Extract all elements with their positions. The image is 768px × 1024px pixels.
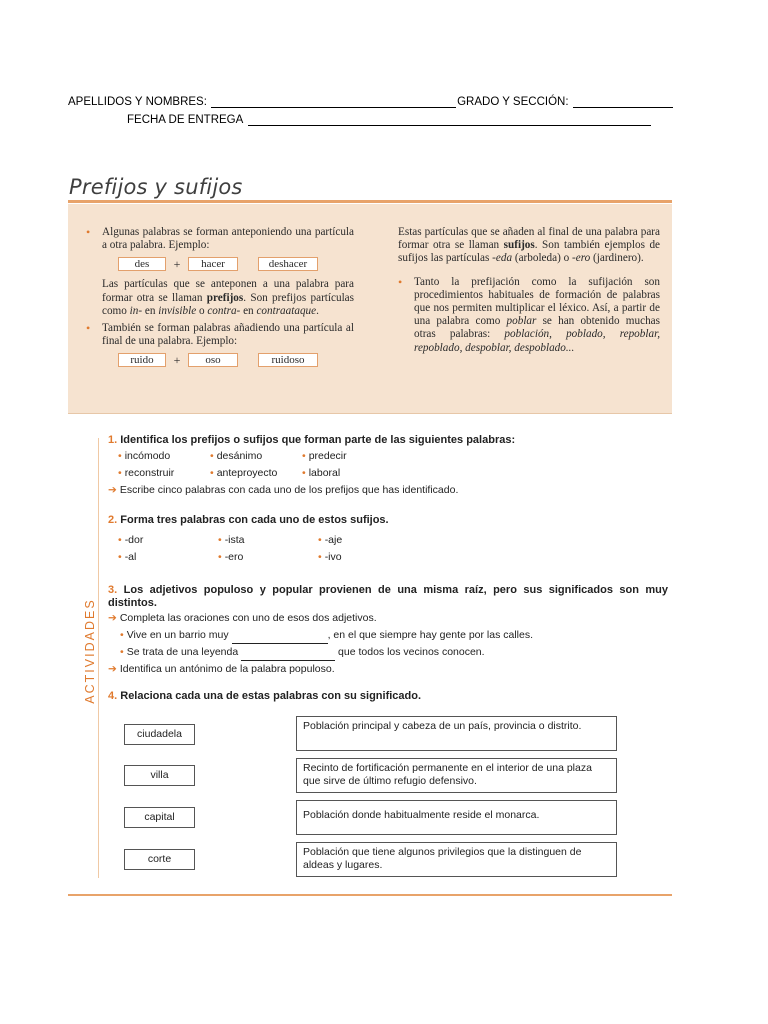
date-label: FECHA DE ENTREGA bbox=[127, 114, 244, 126]
match-word-capital[interactable]: capital bbox=[124, 807, 195, 828]
activity-text: Identifica los prefijos o sufijos que forman parte de las siguientes palabras: bbox=[120, 434, 516, 446]
bullet-icon: • bbox=[302, 450, 306, 462]
example-box: oso bbox=[188, 353, 238, 367]
side-label-text: ACTIVIDADES bbox=[83, 598, 97, 704]
example-box: ruidoso bbox=[258, 353, 318, 367]
example-box: ruido bbox=[118, 353, 166, 367]
fill-sentence-2 bbox=[120, 644, 668, 661]
word-item bbox=[118, 465, 210, 482]
sentence-text: Vive en un barrio muy bbox=[126, 629, 229, 641]
theory-bullet-3 bbox=[398, 276, 660, 355]
arrow-icon: ➔ bbox=[108, 663, 117, 675]
theory-text: se han obtenido muchas otras palabras: bbox=[414, 315, 660, 341]
match-meaning-3[interactable]: Población donde habitualmente reside el monarca. bbox=[296, 800, 617, 835]
theory-paragraph-prefijos bbox=[86, 278, 354, 318]
theory-text: . bbox=[316, 304, 319, 317]
activity-2 bbox=[108, 514, 668, 566]
task-text: Identifica un antónimo de la palabra populoso. bbox=[119, 663, 335, 675]
example-term: contraataque bbox=[256, 304, 317, 317]
bullet-icon: • bbox=[118, 551, 122, 563]
example-box: des bbox=[118, 257, 166, 271]
suffix: -ero bbox=[224, 551, 244, 563]
match-word-villa[interactable]: villa bbox=[124, 765, 195, 786]
bullet-icon: • bbox=[86, 225, 91, 239]
task-text: Completa las oraciones con uno de esos dos adjetivos. bbox=[119, 612, 377, 624]
task-text: Escribe cinco palabras con cada uno de los prefijos que has identificado. bbox=[119, 484, 459, 496]
theory-bullet-1 bbox=[86, 226, 354, 252]
theory-text: o bbox=[196, 304, 208, 317]
page-title: Prefijos y sufijos bbox=[69, 175, 243, 199]
title-rule bbox=[68, 200, 672, 203]
arrow-icon: ➔ bbox=[108, 484, 117, 496]
activity-text: Forma tres palabras con cada uno de estos sufijos. bbox=[120, 514, 389, 526]
activity-3 bbox=[108, 584, 668, 678]
word: laboral bbox=[308, 467, 341, 479]
example-term: poblar bbox=[506, 315, 537, 328]
bullet-icon: • bbox=[218, 534, 222, 546]
student-header-line-2 bbox=[127, 114, 652, 126]
activity-number: 1. bbox=[108, 434, 118, 446]
activity-task bbox=[108, 661, 668, 678]
bullet-icon: • bbox=[118, 450, 122, 462]
theory-text: en bbox=[240, 304, 257, 317]
example-term: contra- bbox=[207, 304, 241, 317]
grade-label: GRADO Y SECCIÓN: bbox=[457, 96, 569, 108]
word-item bbox=[302, 465, 394, 482]
plus-sign: + bbox=[173, 256, 181, 271]
activity-heading bbox=[108, 584, 668, 610]
theory-right-column bbox=[398, 226, 660, 359]
theory-left-column bbox=[86, 226, 354, 374]
match-word-corte[interactable]: corte bbox=[124, 849, 195, 870]
term-prefijos: prefijos bbox=[206, 291, 244, 304]
word-row bbox=[118, 448, 668, 465]
activity-number: 2. bbox=[108, 514, 118, 526]
example-term: -eda bbox=[492, 252, 513, 265]
suffix: -dor bbox=[124, 534, 144, 546]
student-header-line-1 bbox=[68, 96, 674, 108]
theory-text: Tanto la prefijación como la sufijación son procedimientos habituales de formación de palabras que nos permiten multiplicar el léxico. Así, a partir de una palabra como bbox=[414, 275, 660, 328]
theory-box bbox=[68, 204, 672, 414]
suffix-item bbox=[118, 549, 218, 566]
bullet-icon: • bbox=[210, 467, 214, 479]
suffix-item bbox=[118, 532, 218, 549]
theory-paragraph-sufijos bbox=[398, 226, 660, 266]
answer-blank[interactable] bbox=[241, 651, 335, 661]
word: predecir bbox=[308, 450, 347, 462]
example-term: in- bbox=[129, 304, 143, 317]
example-term: invisible bbox=[158, 304, 197, 317]
theory-text: . Son también ejemplos de sufijos las partículas bbox=[398, 239, 660, 265]
answer-blank[interactable] bbox=[232, 634, 328, 644]
theory-text: en bbox=[142, 304, 159, 317]
suffix-row bbox=[118, 532, 668, 549]
worksheet bbox=[68, 170, 672, 900]
suffix-item bbox=[318, 549, 418, 566]
activities-section bbox=[68, 418, 672, 896]
example-suffix bbox=[118, 353, 354, 367]
suffix: -ivo bbox=[324, 551, 342, 563]
word-item bbox=[210, 448, 302, 465]
bullet-icon: • bbox=[302, 467, 306, 479]
theory-text: Las partículas que se anteponen a una palabra para formar otra se llaman bbox=[102, 278, 354, 304]
theory-text: Algunas palabras se forman anteponiendo una partícula a otra palabra. Ejemplo: bbox=[102, 226, 354, 252]
suffix: -al bbox=[124, 551, 137, 563]
suffix-item bbox=[318, 532, 418, 549]
bottom-rule bbox=[68, 894, 672, 896]
word-item bbox=[210, 465, 302, 482]
theory-text: . Son prefijos partículas como bbox=[102, 291, 355, 317]
names-blank[interactable] bbox=[211, 97, 456, 108]
activities-side-label bbox=[84, 590, 96, 710]
activity-text: Relaciona cada una de estas palabras con su significado. bbox=[120, 690, 422, 702]
activity-text: Los adjetivos populoso y popular provienen de una misma raíz, pero sus significados son muy distintos. bbox=[108, 584, 668, 609]
theory-text: (jardinero). bbox=[590, 252, 644, 265]
bullet-icon: • bbox=[120, 646, 124, 658]
suffix-item bbox=[218, 532, 318, 549]
theory-text: (arboleda) o bbox=[512, 252, 572, 265]
activity-4 bbox=[108, 690, 668, 703]
sentence-text: Se trata de una leyenda bbox=[126, 646, 239, 658]
word: incómodo bbox=[124, 450, 171, 462]
sentence-text: que todos los vecinos conocen. bbox=[338, 646, 485, 658]
word: desánimo bbox=[216, 450, 263, 462]
match-meaning-1[interactable]: Población principal y cabeza de un país, provincia o distrito. bbox=[296, 716, 617, 751]
word-item bbox=[302, 448, 394, 465]
bullet-icon: • bbox=[118, 534, 122, 546]
activity-task bbox=[108, 482, 668, 499]
word: reconstruir bbox=[124, 467, 175, 479]
side-rule bbox=[98, 438, 99, 878]
date-blank[interactable] bbox=[248, 115, 651, 126]
suffix-row bbox=[118, 549, 668, 566]
activity-heading bbox=[108, 434, 668, 447]
activity-heading bbox=[108, 690, 668, 703]
activity-number: 3. bbox=[108, 584, 118, 596]
activity-1 bbox=[108, 434, 668, 499]
sentence-text: , en el que siempre hay gente por las calles. bbox=[327, 629, 534, 641]
match-word-ciudadela[interactable]: ciudadela bbox=[124, 724, 195, 745]
word-row bbox=[118, 465, 668, 482]
arrow-icon: ➔ bbox=[108, 612, 117, 624]
example-box: hacer bbox=[188, 257, 238, 271]
activity-heading bbox=[108, 514, 668, 527]
bullet-icon: • bbox=[118, 467, 122, 479]
example-term: -ero bbox=[572, 252, 591, 265]
bullet-icon: • bbox=[318, 551, 322, 563]
term-sufijos: sufijos bbox=[503, 239, 535, 252]
example-term: población, poblado, repoblar, repoblado, despoblar, despoblado... bbox=[414, 328, 660, 354]
example-prefix bbox=[118, 257, 354, 271]
theory-bullet-2 bbox=[86, 322, 354, 348]
fill-sentence-1 bbox=[120, 627, 668, 644]
activity-task bbox=[108, 610, 668, 627]
bullet-icon: • bbox=[120, 629, 124, 641]
word: anteproyecto bbox=[216, 467, 278, 479]
match-meaning-4[interactable]: Población que tiene algunos privilegios que la distinguen de aldeas y lugares. bbox=[296, 842, 617, 877]
activity-number: 4. bbox=[108, 690, 118, 702]
example-box: deshacer bbox=[258, 257, 318, 271]
theory-text: Estas partículas que se añaden al final de una palabra para formar otra se llaman bbox=[398, 226, 660, 252]
suffix: -aje bbox=[324, 534, 343, 546]
bullet-icon: • bbox=[86, 321, 91, 336]
suffix-item bbox=[218, 549, 318, 566]
bullet-icon: • bbox=[398, 274, 403, 289]
suffix: -ista bbox=[224, 534, 245, 546]
bullet-icon: • bbox=[210, 450, 214, 462]
bullet-icon: • bbox=[218, 551, 222, 563]
theory-text: También se forman palabras añadiendo una partícula al final de una palabra. Ejemplo: bbox=[102, 322, 354, 348]
bullet-icon: • bbox=[318, 534, 322, 546]
word-item bbox=[118, 448, 210, 465]
grade-blank[interactable] bbox=[573, 97, 673, 108]
match-meaning-2[interactable]: Recinto de fortificación permanente en el interior de una plaza que sirve de último refugio defensivo. bbox=[296, 758, 617, 793]
names-label: APELLIDOS Y NOMBRES: bbox=[68, 96, 207, 108]
plus-sign: + bbox=[173, 352, 181, 367]
